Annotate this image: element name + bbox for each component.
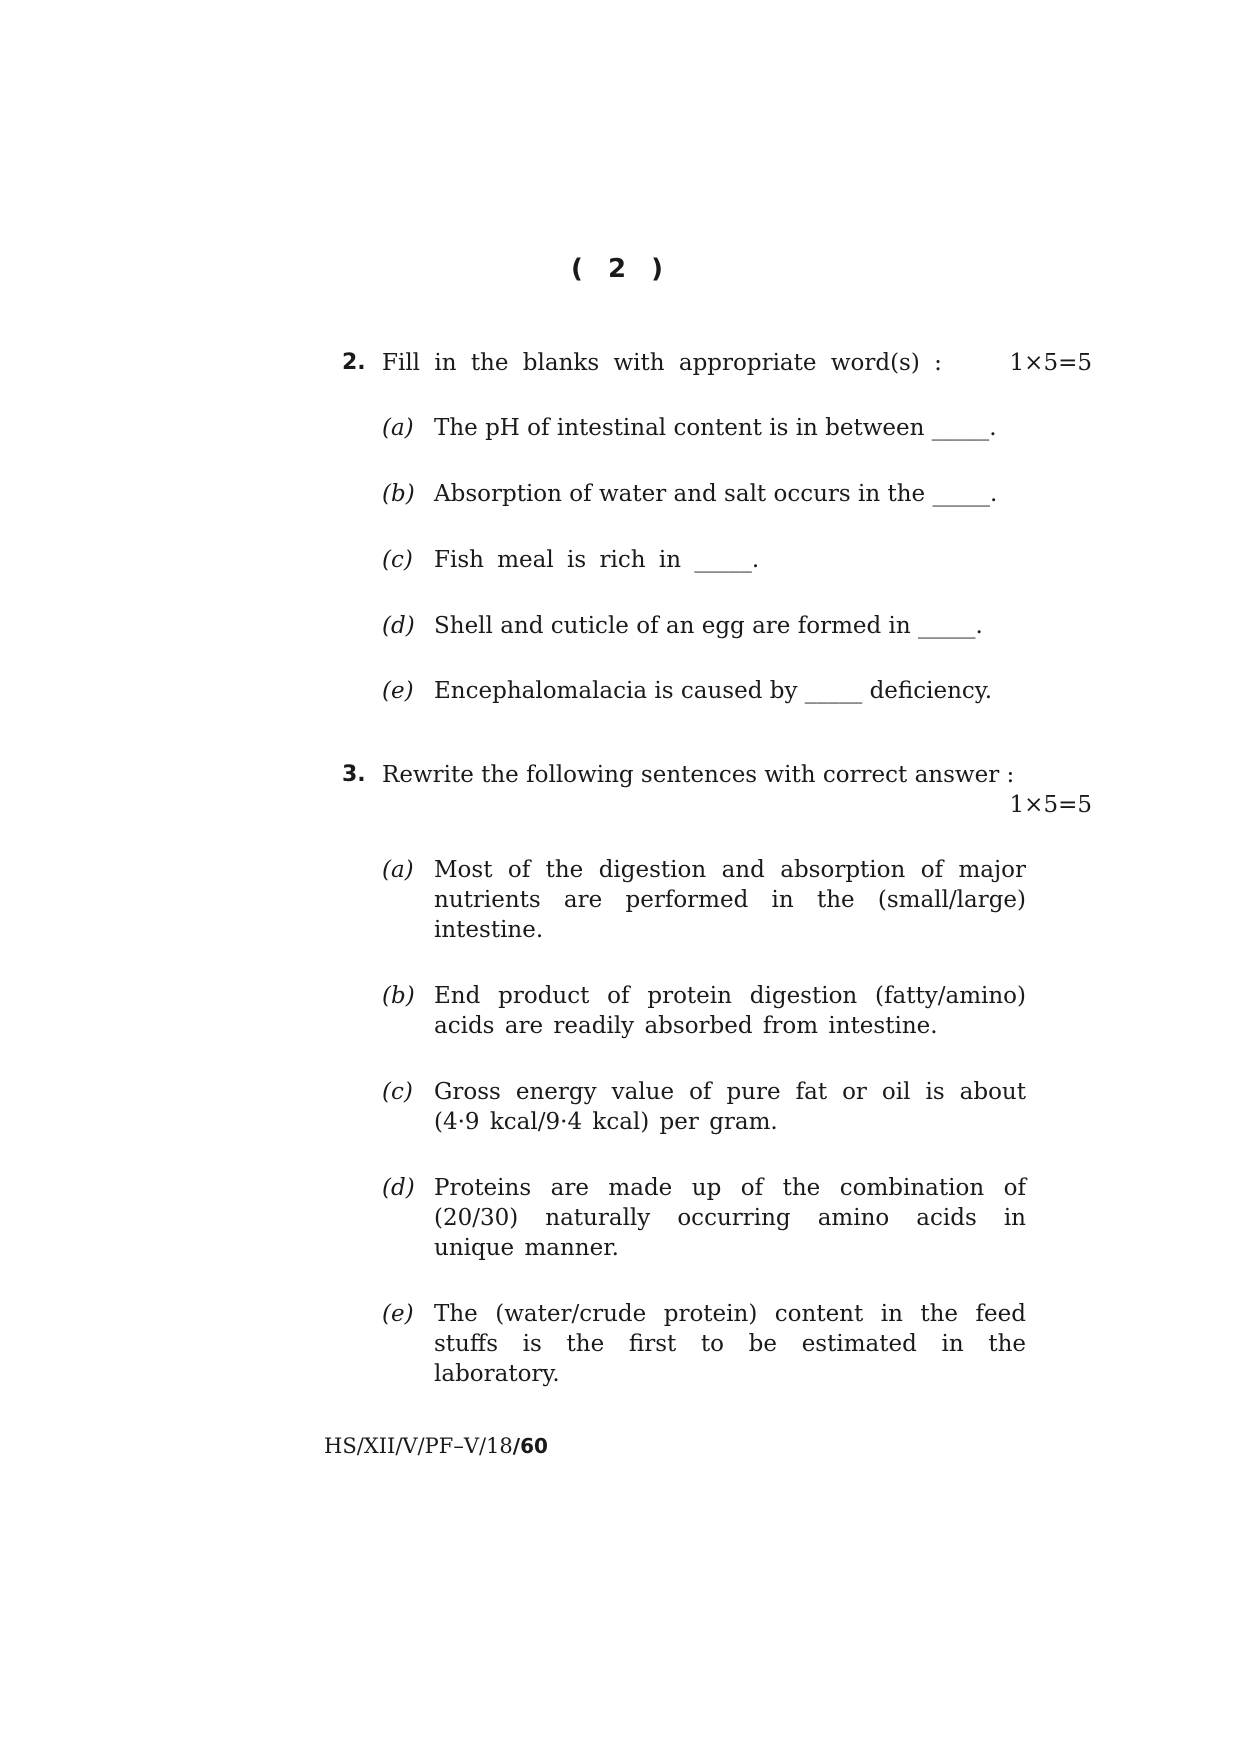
list-item bbox=[342, 545, 1092, 575]
question-marks: 1×5=5 bbox=[1009, 792, 1092, 818]
paper-code-text: HS/XII/V/PF–V/18 bbox=[324, 1434, 513, 1458]
question-number: 2. bbox=[342, 350, 366, 375]
list-item bbox=[342, 1173, 1092, 1263]
list-item bbox=[342, 479, 1092, 509]
question-marks-line bbox=[342, 790, 1092, 820]
item-text: The pH of intestinal content is in between _____. bbox=[434, 415, 997, 441]
list-item bbox=[342, 413, 1092, 443]
item-text: Shell and cuticle of an egg are formed in _____. bbox=[434, 613, 983, 639]
item-label: (e) bbox=[382, 1301, 414, 1327]
item-text: Proteins are made up of the combination of (20/30) naturally occurring amino acids in unique manner. bbox=[434, 1175, 1026, 1261]
item-label: (a) bbox=[382, 857, 414, 883]
question-header bbox=[342, 348, 1092, 378]
item-label: (d) bbox=[382, 1175, 415, 1201]
item-label: (d) bbox=[382, 613, 415, 639]
item-text: The (water/crude protein) content in the feed stuffs is the first to be estimated in the laboratory. bbox=[434, 1301, 1026, 1387]
page-number: ( 2 ) bbox=[571, 254, 671, 284]
list-item bbox=[342, 611, 1092, 641]
item-text: End product of protein digestion (fatty/amino) acids are readily absorbed from intestine. bbox=[434, 983, 1026, 1039]
question-marks: 1×5=5 bbox=[1009, 350, 1092, 376]
paper-code bbox=[324, 1434, 548, 1458]
item-label: (b) bbox=[382, 983, 415, 1009]
item-text: Fish meal is rich in _____. bbox=[434, 547, 760, 573]
item-text: Absorption of water and salt occurs in the _____. bbox=[434, 481, 998, 507]
item-label: (e) bbox=[382, 678, 414, 704]
list-item bbox=[342, 855, 1092, 945]
item-label: (c) bbox=[382, 547, 413, 573]
item-text: Gross energy value of pure fat or oil is about (4·9 kcal/9·4 kcal) per gram. bbox=[434, 1079, 1026, 1135]
question-items bbox=[342, 855, 1092, 1389]
list-item bbox=[342, 981, 1092, 1041]
question-text: Rewrite the following sentences with correct answer : bbox=[382, 762, 1015, 788]
list-item bbox=[342, 676, 1092, 706]
list-item bbox=[342, 1077, 1092, 1137]
question-text: Fill in the blanks with appropriate word(s) : bbox=[382, 350, 942, 376]
item-label: (c) bbox=[382, 1079, 413, 1105]
list-item bbox=[342, 1299, 1092, 1389]
question-number: 3. bbox=[342, 762, 366, 787]
item-text: Most of the digestion and absorption of major nutrients are performed in the (small/large) intestine. bbox=[434, 857, 1026, 943]
item-text: Encephalomalacia is caused by _____ deficiency. bbox=[434, 678, 993, 704]
item-label: (a) bbox=[382, 415, 414, 441]
question-3 bbox=[342, 760, 1092, 1389]
question-2 bbox=[342, 348, 1092, 706]
paper-code-bold: /60 bbox=[512, 1434, 548, 1458]
question-items bbox=[342, 413, 1092, 706]
question-header bbox=[342, 760, 1092, 790]
item-label: (b) bbox=[382, 481, 415, 507]
